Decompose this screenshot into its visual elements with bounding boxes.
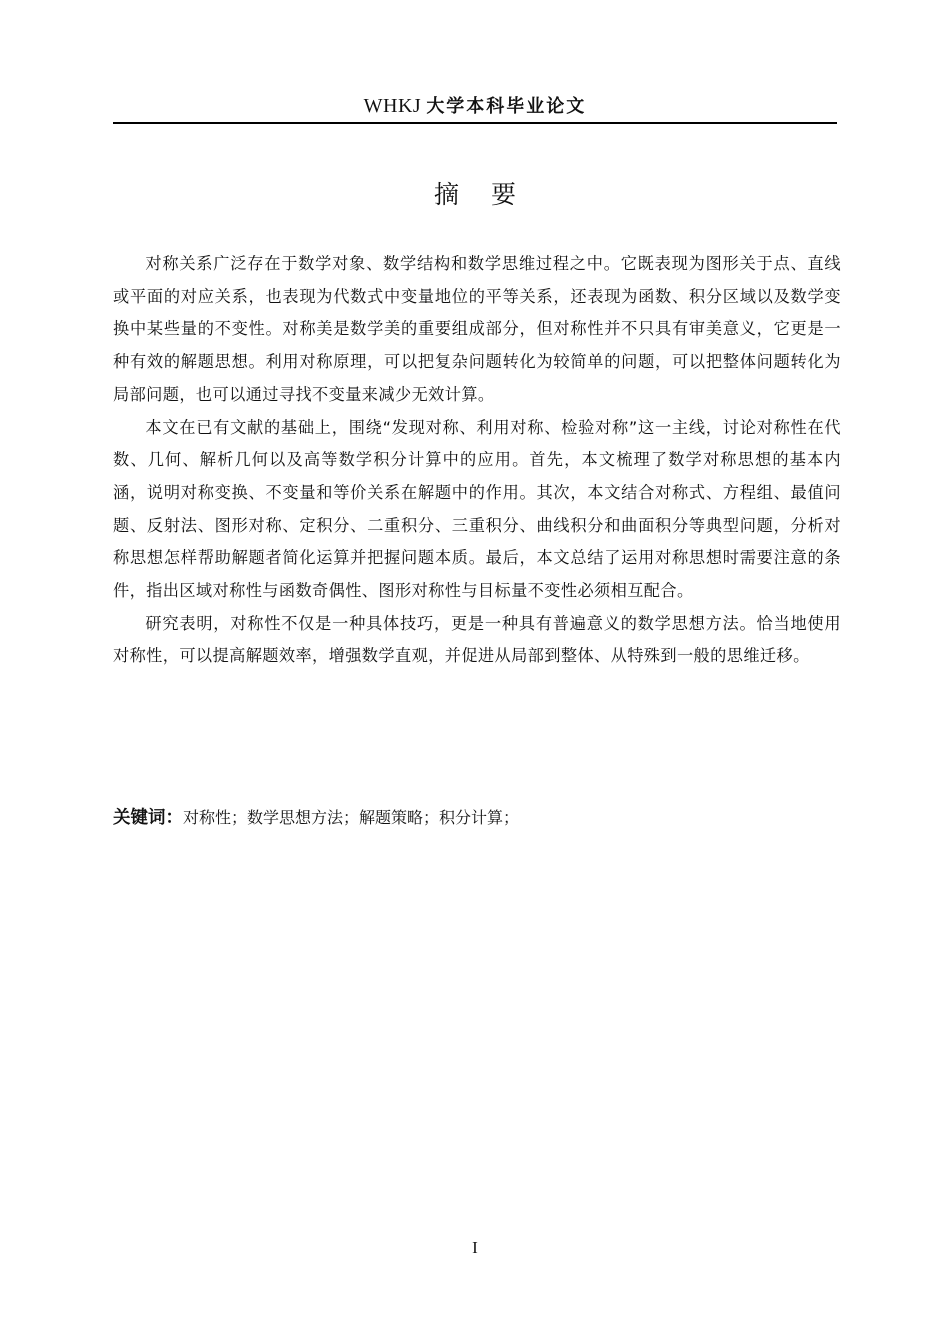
abstract-paragraph-2: 本文在已有文献的基础上，围绕“发现对称、利用对称、检验对称”这一主线，讨论对称性在代数、几何、解析几何以及高等数学积分计算中的应用。首先，本文梳理了数学对称思想的基本内涵，说明对称变换、不变量和等价关系在解题中的作用。其次，本文结合对称式、方程组、最值问题、反射法、图形对称、定积分、二重积分、三重积分、曲线积分和曲面积分等典型问题，分析对称思想怎样帮助解题者简化运算并把握问题本质。最后，本文总结了运用对称思想时需要注意的条件，指出区域对称性与函数奇偶性、图形对称性与目标量不变性必须相互配合。 [113,417,841,601]
header-thesis-title: 大学本科毕业论文 [426,96,587,117]
abstract-paragraph-1: 对称关系广泛存在于数学对象、数学结构和数学思维过程之中。它既表现为图形关于点、直线或平面的对应关系，也表现为代数式中变量地位的平等关系，还表现为函数、积分区域以及数学变换中某些量的不变性。对称美是数学美的重要组成部分，但对称性并不只具有审美意义，它更是一种有效的解题思想。利用对称原理，可以把复杂问题转化为较简单的问题，可以把整体问题转化为局部问题，也可以通过寻找不变量来减少无效计算。 [113,254,841,404]
running-header-text [364,93,587,120]
abstract-paragraph-3: 研究表明，对称性不仅是一种具体技巧，更是一种具有普遍意义的数学思想方法。恰当地使用对称性，可以提高解题效率，增强数学直观，并促进从局部到整体、从特殊到一般的思维迁移。 [113,613,841,666]
abstract-heading: 摘要 [433,180,548,209]
keywords-list: 对称性；数学思想方法；解题策略；积分计算； [183,808,520,827]
header-latin-prefix: WHKJ [363,95,422,117]
abstract-body [113,248,841,673]
page-number: I [472,1238,478,1257]
keywords-line [113,802,841,834]
running-header [113,90,837,124]
keywords-label: 关键词： [113,808,183,828]
